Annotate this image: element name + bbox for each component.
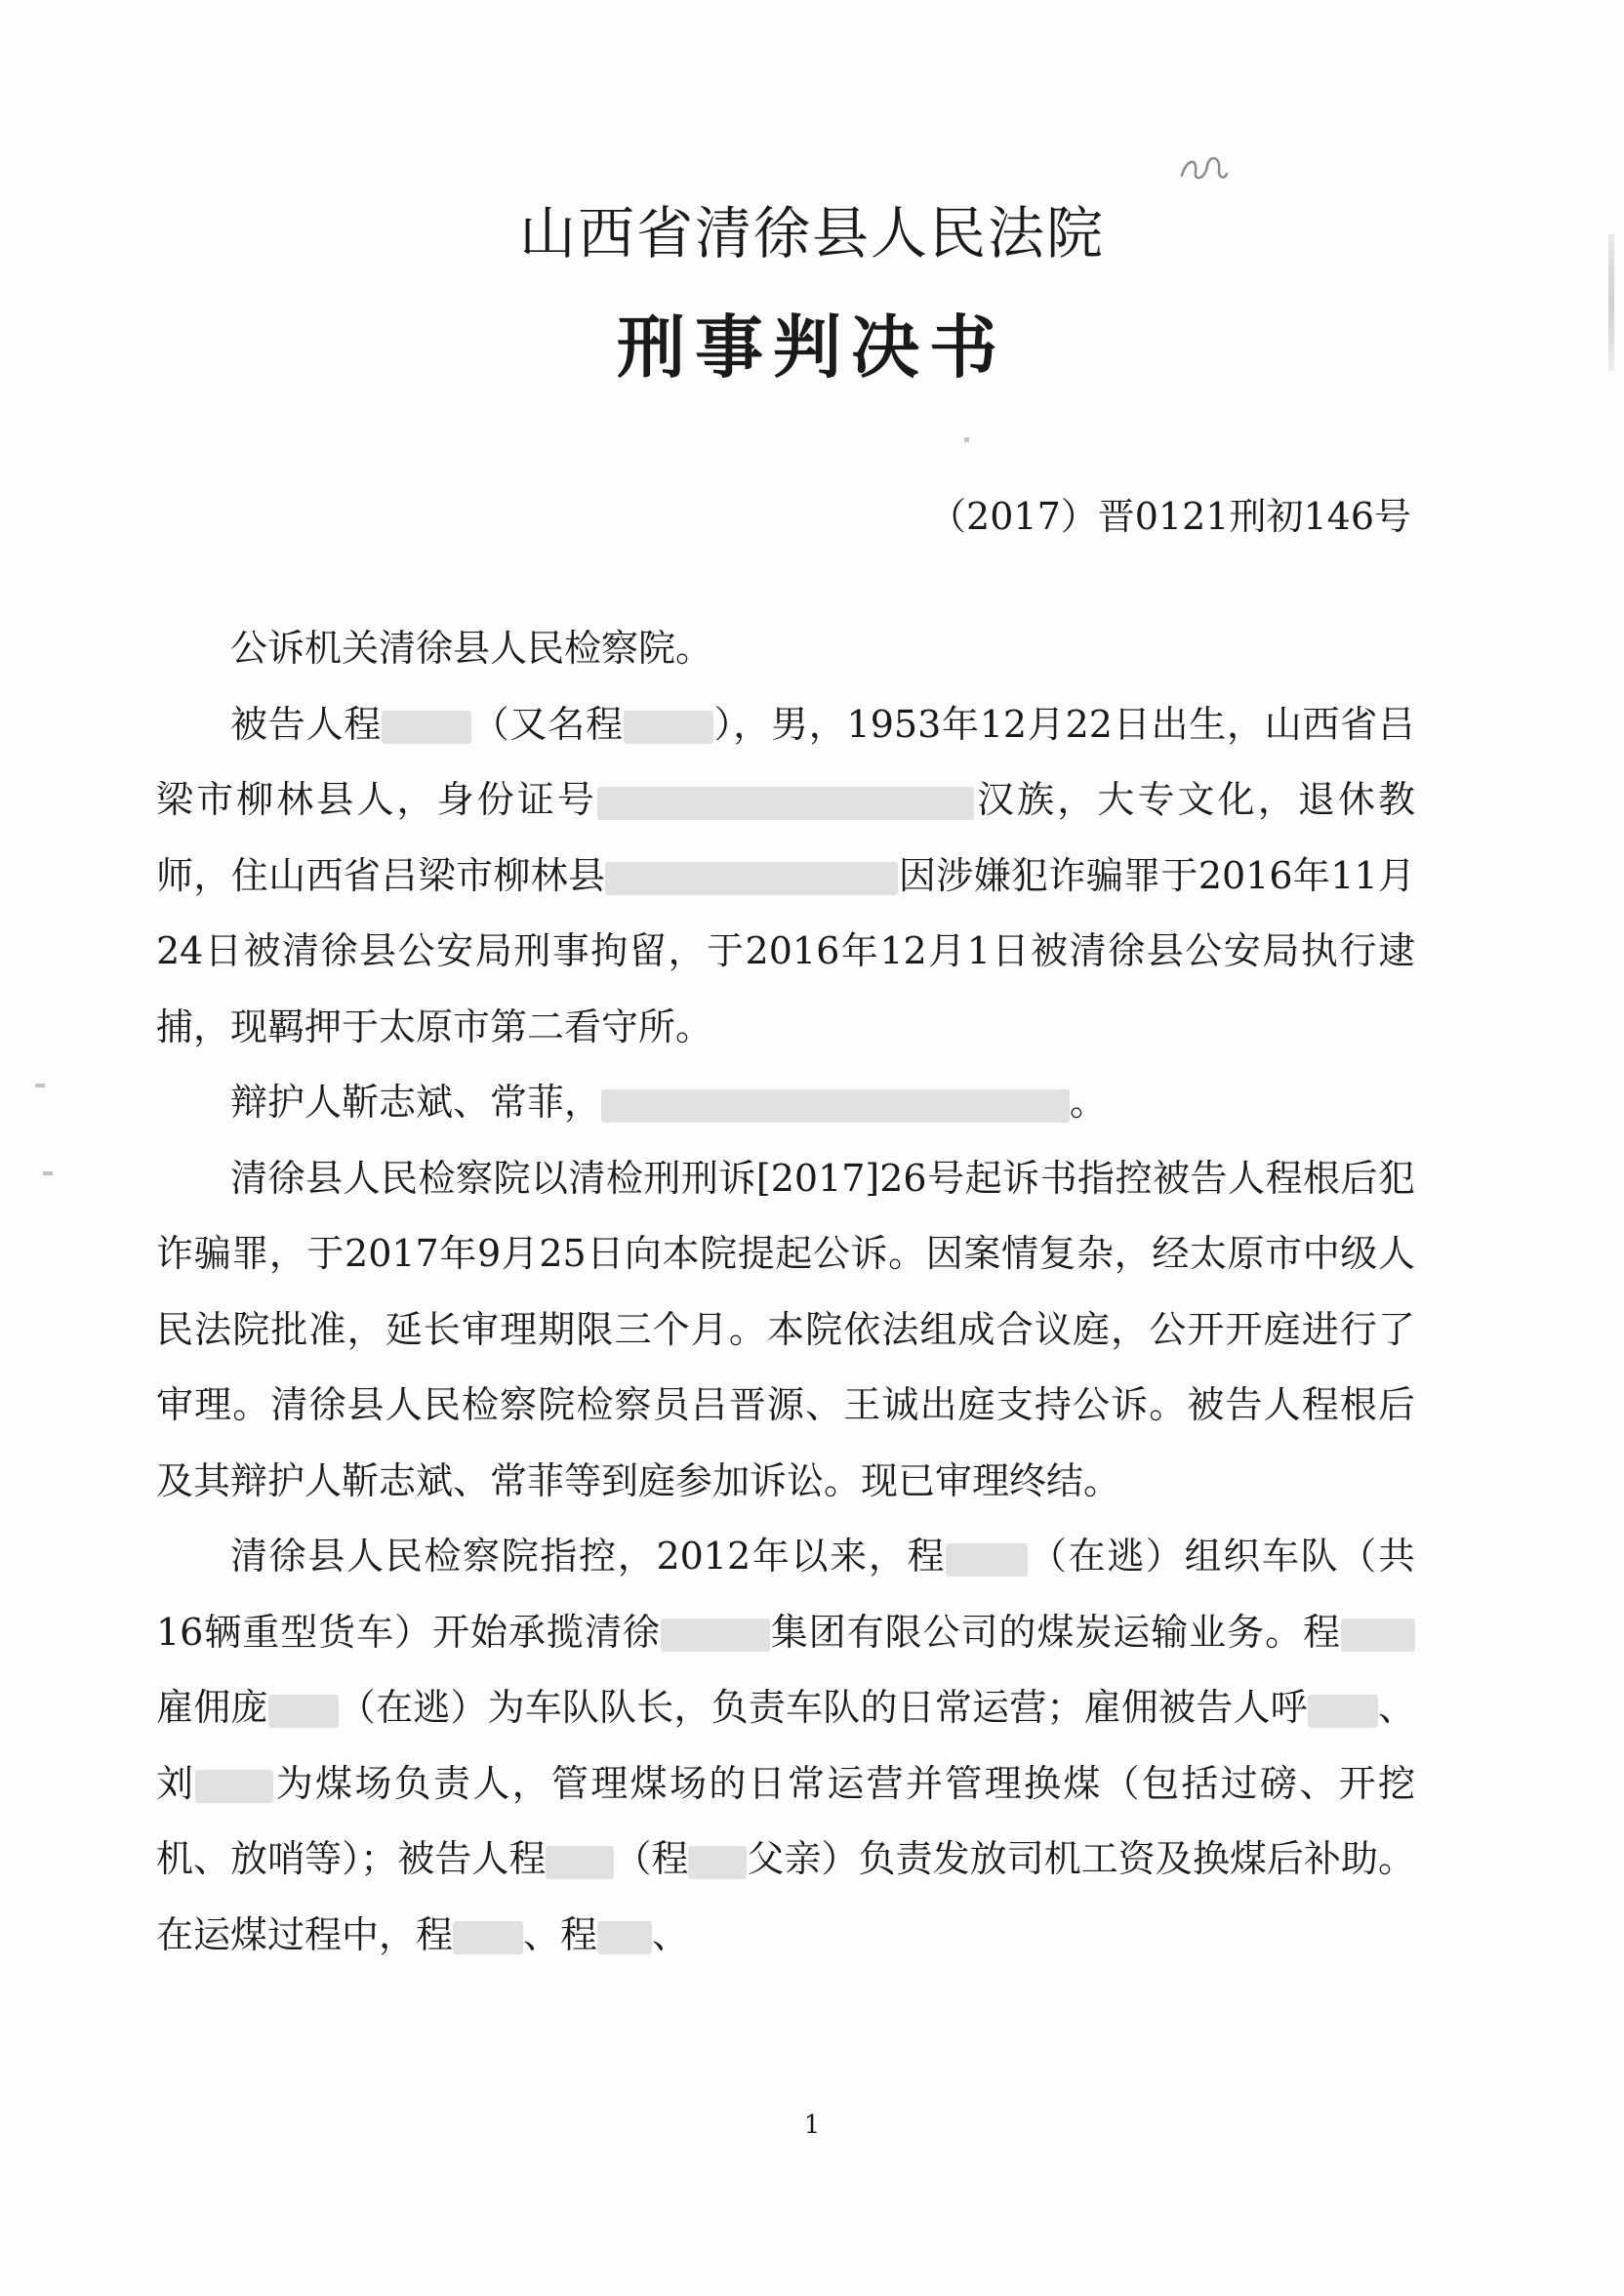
paragraph-text: 父亲）负责发放司机工资及换煤后补助。在运煤过程中，程 — [156, 1837, 1415, 1956]
paragraph-text: 、刘 — [156, 1686, 1415, 1805]
redaction-block — [597, 787, 974, 820]
redaction-block — [597, 1921, 652, 1954]
court-name: 山西省清徐县人民法院 — [518, 200, 1105, 266]
redaction-block — [453, 1921, 523, 1954]
paragraph-text: （在逃）为车队队长，负责车队的日常运营；雇佣被告人呼 — [338, 1686, 1308, 1729]
paragraph-procedure — [156, 1141, 1415, 1520]
paragraph-text: 被告人程 — [230, 702, 383, 746]
paragraph-text: 汉族，大专文化，退休教师，住山西省吕梁市柳林县 — [156, 778, 1415, 897]
paragraph-defendant — [156, 687, 1415, 1066]
redaction-block — [195, 1770, 273, 1803]
paragraph-text: 。 — [1070, 1081, 1108, 1124]
redaction-block — [1308, 1695, 1378, 1728]
redaction-block — [546, 1846, 614, 1879]
paragraph-text: （程 — [614, 1837, 689, 1880]
case-number: （2017）晋0121刑初146号 — [929, 495, 1411, 538]
redaction-block — [688, 1846, 747, 1879]
paragraph-text: 辩护人靳志斌、常菲， — [230, 1081, 602, 1124]
redaction-block — [601, 1089, 1070, 1123]
paragraph-text: 因涉嫌犯诈骗罪于2016年11月24日被清徐县公安局刑事拘留，于2016年12月1日被清徐县公安局执行逮捕，现羁押于太原市第二看守所。 — [156, 853, 1415, 1048]
paragraph-text: 、程 — [523, 1912, 598, 1956]
scan-dot — [43, 1171, 53, 1175]
paragraph-text: 清徐县人民检察院指控，2012年以来，程 — [230, 1535, 947, 1578]
handwritten-mark — [1176, 146, 1231, 189]
paragraph-text: 雇佣庞 — [156, 1686, 268, 1729]
judgment-body — [156, 611, 1415, 1973]
paragraph-text: 公诉机关清徐县人民检察院。 — [230, 627, 713, 670]
redaction-block — [661, 1619, 770, 1652]
scan-dot — [964, 437, 969, 442]
paragraph-text: （又名程 — [471, 702, 624, 746]
paragraph-charges — [156, 1519, 1415, 1973]
paragraph-defense-counsel — [156, 1065, 1415, 1141]
redaction-block — [1341, 1619, 1415, 1652]
redaction-block — [624, 711, 713, 744]
paragraph-text: 、 — [652, 1912, 690, 1956]
paragraph-text: （在逃）组织车队（共16辆重型货车）开始承揽清徐 — [156, 1535, 1415, 1654]
paragraph-text: 集团有限公司的煤炭运输业务。程 — [769, 1610, 1341, 1654]
paragraph-text: 为煤场负责人，管理煤场的日常运营并管理换煤（包括过磅、开挖机、放哨等）；被告人程 — [156, 1761, 1415, 1880]
document-title: 刑事判决书 — [617, 308, 1007, 388]
redaction-block — [382, 711, 471, 744]
page-number: 1 — [803, 2111, 821, 2140]
redaction-block — [946, 1543, 1028, 1577]
paragraph-prosecutor — [156, 611, 1415, 687]
scan-dot — [35, 1084, 45, 1087]
paragraph-text: 清徐县人民检察院以清检刑刑诉[2017]26号起诉书指控被告人程根后犯诈骗罪，于2017年9月25日向本院提起公诉。因案情复杂，经太原市中级人民法院批准，延长审理期限三个月。本院依法组成合议庭，公开开庭进行了审理。清徐县人民检察院检察员吕晋源、王诚出庭支持公诉。被告人程根后及其辩护人靳志斌、常菲等到庭参加诉讼。现已审理终结。 — [156, 1156, 1415, 1502]
redaction-block — [268, 1695, 339, 1728]
paragraph-text: ），男，1953年12月22日出生，山西省吕梁市柳林县人，身份证号 — [156, 702, 1415, 821]
redaction-block — [605, 862, 898, 895]
